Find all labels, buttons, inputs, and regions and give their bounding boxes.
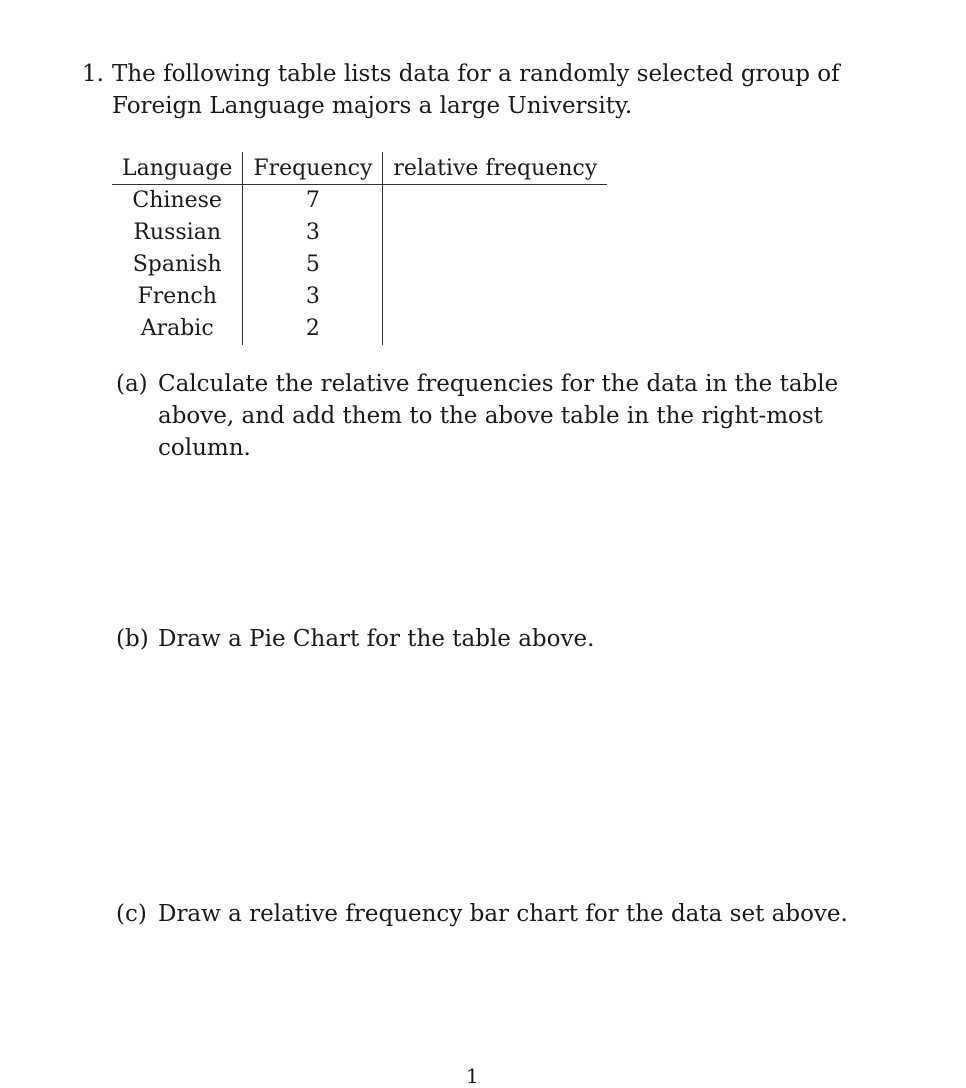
table-row — [112, 281, 607, 313]
cell-relative-frequency — [383, 313, 607, 345]
cell-language: Chinese — [132, 188, 222, 213]
problem-number: 1. — [82, 61, 104, 87]
cell-relative-frequency — [383, 249, 607, 281]
table-row — [112, 249, 607, 281]
cell-relative-frequency — [383, 217, 607, 249]
cell-relative-frequency — [383, 281, 607, 313]
cell-language: Spanish — [132, 252, 222, 277]
language-frequency-table — [112, 152, 607, 345]
table-row — [112, 313, 607, 345]
cell-language: Arabic — [140, 316, 214, 341]
table-row — [112, 217, 607, 249]
part-a-text: Calculate the relative frequencies for the data in the table above, and add them to the above table in the right-most column. — [158, 371, 839, 461]
header-frequency: Frequency — [243, 152, 383, 185]
cell-frequency: 3 — [243, 281, 383, 313]
part-c-label: (c) — [116, 901, 147, 927]
cell-frequency: 2 — [243, 313, 383, 345]
cell-language: Russian — [133, 220, 221, 245]
cell-frequency: 5 — [243, 249, 383, 281]
part-a-label: (a) — [116, 371, 148, 397]
header-language: Language — [112, 152, 243, 185]
part-b-text: Draw a Pie Chart for the table above. — [158, 626, 595, 652]
problem-stem: The following table lists data for a randomly selected group of Foreign Language majors a large University. — [112, 61, 840, 119]
table-row — [112, 185, 607, 218]
part-a — [116, 368, 906, 464]
cell-language: French — [137, 284, 217, 309]
part-b-label: (b) — [116, 626, 149, 652]
cell-frequency: 3 — [243, 217, 383, 249]
part-b — [116, 623, 906, 655]
problem-1 — [82, 58, 902, 122]
cell-frequency: 7 — [243, 185, 383, 218]
part-c-text: Draw a relative frequency bar chart for the data set above. — [158, 901, 848, 927]
table-header-row — [112, 152, 607, 185]
part-c — [116, 898, 906, 930]
page-number: 1 — [466, 1064, 479, 1088]
cell-relative-frequency — [383, 185, 607, 218]
header-relative-frequency: relative frequency — [383, 152, 607, 185]
